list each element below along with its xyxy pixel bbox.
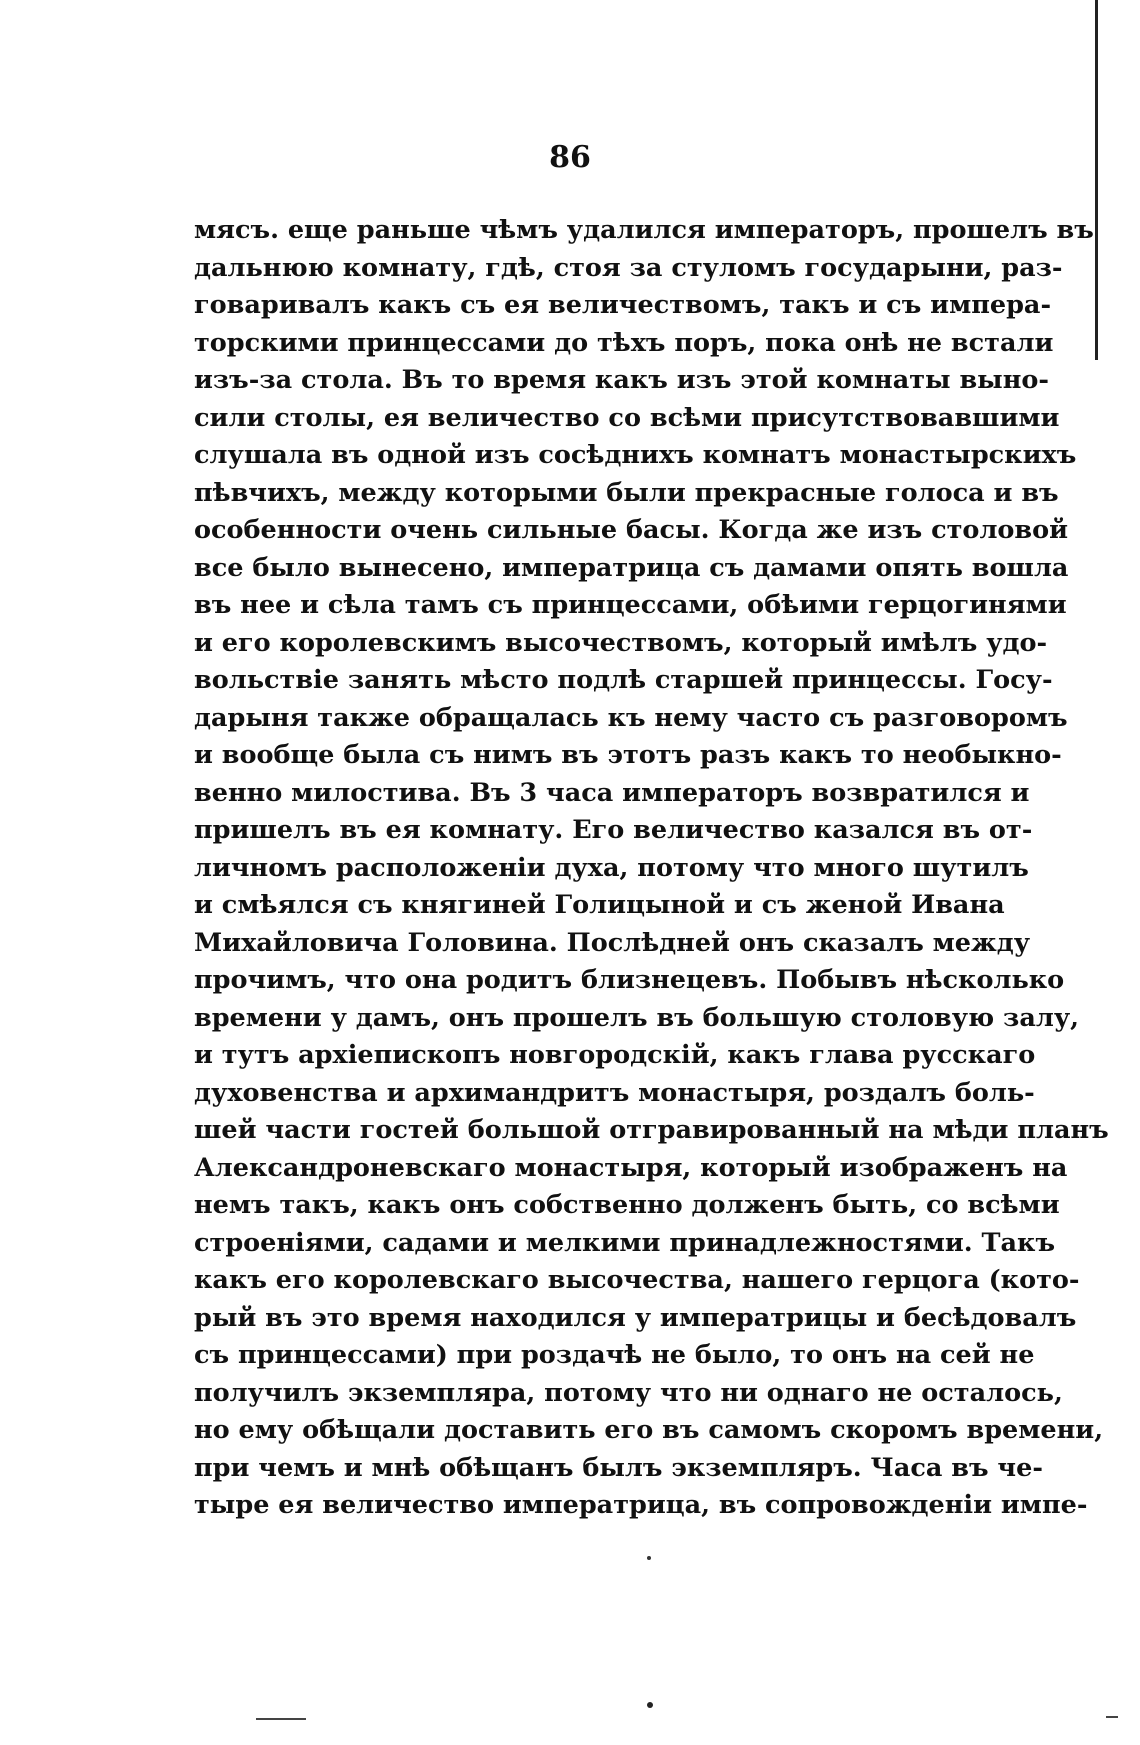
text-line: пѣвчихъ, между которыми были прекрасные голоса и въ xyxy=(194,477,1059,508)
text-line: духовенства и архимандритъ монастыря, роздалъ боль- xyxy=(194,1077,1035,1108)
text-line: дальнюю комнату, гдѣ, стоя за стуломъ государыни, раз- xyxy=(194,252,1063,283)
footer-rule-right xyxy=(1106,1716,1118,1718)
text-line: особенности очень сильные басы. Когда же изъ столовой xyxy=(194,515,1069,545)
text-line: и вообще была съ нимъ въ этотъ разъ какъ то необыкно- xyxy=(194,740,1062,770)
text-line: въ нее и сѣла тамъ съ принцессами, обѣими герцогинями xyxy=(194,590,1067,620)
text-line: сили столы, ея величество со всѣми присутствовавшими xyxy=(194,402,1060,433)
text-line: рый въ это время находился у императрицы и бесѣдовалъ xyxy=(194,1302,1077,1333)
text-line: какъ его королевскаго высочества, нашего герцога (кото- xyxy=(194,1265,1080,1295)
text-line: пришелъ въ ея комнату. Его величество казался въ от- xyxy=(194,815,1033,845)
text-line: съ принцессами) при роздачѣ не было, то онъ на сей не xyxy=(194,1340,1035,1370)
ink-speck xyxy=(647,1556,651,1560)
text-line: изъ-за стола. Въ то время какъ изъ этой комнаты выно- xyxy=(194,365,1049,395)
binding-edge-rule xyxy=(1095,0,1098,360)
text-line: шей части гостей большой отгравированный на мѣди планъ xyxy=(194,1115,1109,1145)
text-line: говаривалъ какъ съ ея величествомъ, такъ и съ импера- xyxy=(194,290,1052,320)
text-line: венно милостива. Въ 3 часа императоръ возвратился и xyxy=(194,777,1030,808)
text-line: и тутъ архіепископъ новгородскій, какъ глава русскаго xyxy=(194,1040,1036,1070)
text-line: слушала въ одной изъ сосѣднихъ комнатъ монастырскихъ xyxy=(194,440,1077,470)
text-line: времени у дамъ, онъ прошелъ въ большую столовую залу, xyxy=(194,1002,1080,1033)
footer-rule-left xyxy=(256,1718,306,1720)
text-line: мясъ. еще раньше чѣмъ удалился императоръ, прошелъ въ xyxy=(194,215,1094,245)
text-line: все было вынесено, императрица съ дамами опять вошла xyxy=(194,552,1069,583)
text-line: тыре ея величество императрица, въ сопровожденіи импе- xyxy=(194,1490,1088,1520)
text-line: дарыня также обращалась къ нему часто съ разговоромъ xyxy=(194,702,1068,733)
text-line: личномъ расположеніи духа, потому что много шутилъ xyxy=(194,852,1029,883)
text-line: Александроневскаго монастыря, который изображенъ на xyxy=(194,1152,1068,1183)
text-line: торскими принцессами до тѣхъ поръ, пока онѣ не встали xyxy=(194,327,1054,358)
body-text xyxy=(194,212,1109,1525)
text-line: при чемъ и мнѣ обѣщанъ былъ экземпляръ. Часа въ че- xyxy=(194,1452,1043,1483)
text-line: и смѣялся съ княгиней Голицыной и съ женой Ивана xyxy=(194,890,1005,920)
text-line: Михайловича Головина. Послѣдней онъ сказалъ между xyxy=(194,927,1031,958)
text-line: вольствіе занять мѣсто подлѣ старшей принцессы. Госу- xyxy=(194,665,1053,695)
text-line: получилъ экземпляра, потому что ни однаго не осталось, xyxy=(194,1377,1063,1408)
footer-dot xyxy=(647,1702,653,1708)
text-line: строеніями, садами и мелкими принадлежностями. Такъ xyxy=(194,1227,1055,1258)
page-number: 86 xyxy=(549,140,591,175)
text-line: немъ такъ, какъ онъ собственно долженъ быть, со всѣми xyxy=(194,1190,1060,1220)
text-line: прочимъ, что она родитъ близнецевъ. Побывъ нѣсколько xyxy=(194,965,1065,995)
text-line: но ему обѣщали доставить его въ самомъ скоромъ времени, xyxy=(194,1415,1104,1445)
text-line: и его королевскимъ высочествомъ, который имѣлъ удо- xyxy=(194,627,1048,658)
